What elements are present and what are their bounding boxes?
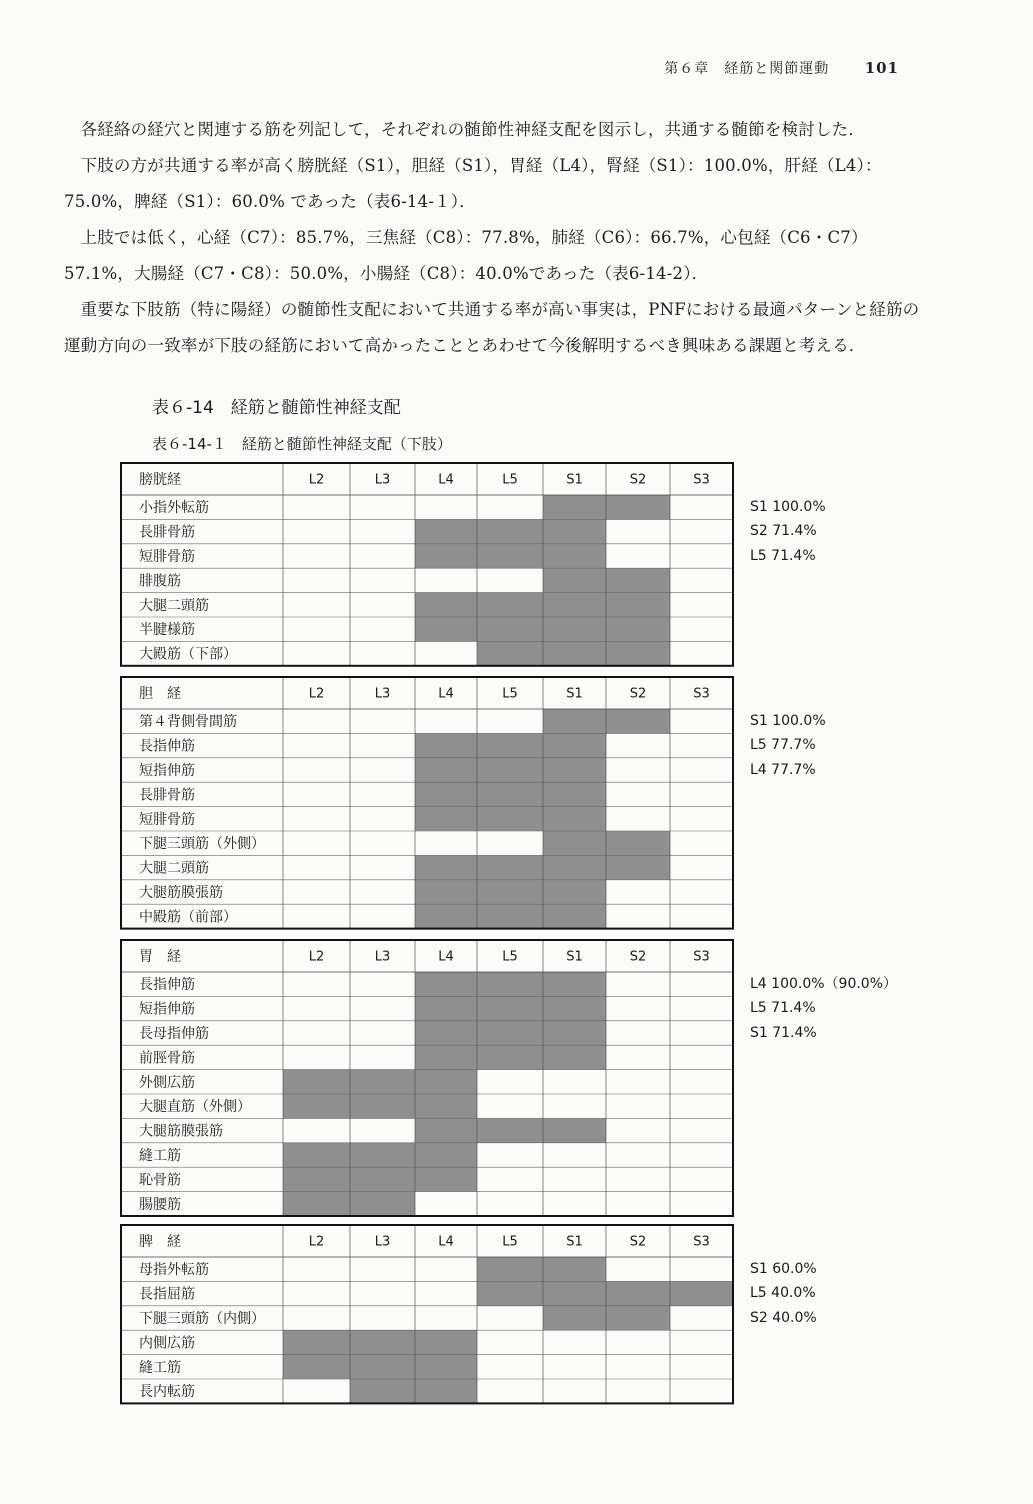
shaded-cell — [543, 709, 606, 733]
shaded-cell — [415, 1021, 477, 1045]
segment-header: L2 — [308, 686, 325, 702]
shaded-cell — [477, 807, 543, 831]
shaded-cell — [543, 880, 606, 904]
segment-header: L2 — [308, 472, 325, 488]
shaded-cell — [477, 904, 543, 928]
shaded-cell — [415, 519, 477, 543]
shaded-cell — [477, 593, 543, 617]
shaded-cell — [543, 1045, 606, 1069]
shaded-cell — [283, 1167, 350, 1191]
muscle-name: 腸腰筋 — [139, 1196, 181, 1213]
shaded-cell — [543, 1257, 606, 1281]
shaded-cell — [543, 782, 606, 806]
shaded-cell — [350, 1379, 415, 1403]
segment-header: S3 — [693, 472, 710, 488]
segment-header: L4 — [438, 1234, 454, 1250]
segment-header: L5 — [502, 949, 518, 965]
shaded-cell — [415, 1118, 477, 1142]
muscle-name: 内側広筋 — [139, 1335, 195, 1352]
segment-header: S1 — [566, 686, 583, 702]
body-paragraph-2: 下肢の方が共通する率が高く膀胱経（S1），胆経（S1），胃経（L4），腎経（S1）：100.0%，肝経（L4）：75.0%，脾経（S1）：60.0% であった（表6-14-１）． — [64, 156, 882, 211]
segment-header: L3 — [374, 1234, 391, 1250]
shaded-cell — [543, 855, 606, 879]
stat-value: S1 100.0% — [750, 713, 826, 729]
shaded-cell — [606, 593, 670, 617]
segment-header: S2 — [629, 1234, 647, 1250]
shaded-cell — [415, 1070, 477, 1094]
subtable-caption: 表６-14-１ 経筋と髄節性神経支配（下肢） — [152, 435, 452, 453]
shaded-cell — [283, 1192, 350, 1216]
segment-header: S2 — [629, 472, 647, 488]
shaded-cell — [350, 1094, 415, 1118]
shaded-cell — [415, 617, 477, 641]
shaded-cell — [543, 519, 606, 543]
shaded-cell — [477, 758, 543, 782]
segment-header: S1 — [566, 1234, 583, 1250]
shaded-cell — [477, 733, 543, 757]
shaded-cell — [606, 1281, 670, 1305]
shaded-cell — [477, 1281, 543, 1305]
muscle-name: 長内転筋 — [139, 1384, 195, 1401]
stat-value: S2 40.0% — [750, 1309, 817, 1326]
segment-header: S3 — [693, 1234, 710, 1250]
shaded-cell — [283, 1094, 350, 1118]
shaded-cell — [415, 1330, 477, 1354]
stat-value: L5 71.4% — [750, 1000, 816, 1017]
stat-value: S1 60.0% — [750, 1261, 817, 1277]
shaded-cell — [477, 641, 543, 665]
muscle-name: 大殿筋（下部） — [139, 646, 237, 663]
meridian-name: 脾 経 — [139, 1234, 181, 1250]
section-stats — [750, 1257, 817, 1330]
muscle-name: 大腿二頭筋 — [139, 860, 209, 877]
muscle-name: 縫工筋 — [139, 1148, 181, 1164]
shaded-cell — [543, 617, 606, 641]
shaded-cell — [543, 568, 606, 592]
muscle-name: 大腿筋膜張筋 — [139, 1123, 223, 1140]
muscle-name: 下腿三頭筋（内側） — [139, 1311, 265, 1327]
segment-header: L2 — [308, 1234, 325, 1250]
shaded-cell — [477, 1118, 543, 1142]
muscle-name: 外側広筋 — [139, 1074, 195, 1091]
shaded-cell — [415, 807, 477, 831]
shaded-cell — [606, 709, 670, 733]
shaded-cell — [477, 996, 543, 1020]
stat-value: L5 71.4% — [750, 547, 816, 564]
shaded-cell — [606, 495, 670, 519]
shaded-cell — [543, 1306, 606, 1330]
muscle-name: 短腓骨筋 — [139, 549, 195, 565]
shaded-cell — [415, 544, 477, 568]
section-stats — [750, 972, 897, 1045]
shaded-cell — [350, 1330, 415, 1354]
shaded-cell — [543, 495, 606, 519]
muscle-name: 大腿二頭筋 — [139, 597, 209, 614]
shaded-cell — [415, 733, 477, 757]
meridian-name: 胃 経 — [139, 949, 181, 965]
table-caption: 表６-14 経筋と髄節性神経支配 — [152, 398, 401, 418]
shaded-cell — [543, 1118, 606, 1142]
segment-header: L3 — [374, 686, 391, 702]
segment-header: L4 — [438, 686, 454, 702]
shaded-cell — [283, 1143, 350, 1167]
shaded-cell — [415, 1143, 477, 1167]
shaded-cell — [543, 758, 606, 782]
muscle-name: 長指伸筋 — [139, 738, 195, 755]
segment-header: S3 — [693, 949, 710, 965]
shaded-cell — [477, 1045, 543, 1069]
muscle-name: 下腿三頭筋（外側） — [139, 836, 265, 853]
shaded-cell — [350, 1070, 415, 1094]
stat-value: L4 100.0%（90.0%） — [750, 976, 898, 992]
shaded-cell — [543, 544, 606, 568]
segment-header: L3 — [374, 472, 391, 488]
shaded-cell — [415, 996, 477, 1020]
shaded-cell — [477, 782, 543, 806]
segment-header: L5 — [502, 472, 518, 488]
stat-value: L5 77.7% — [750, 737, 816, 754]
segment-header: L3 — [374, 949, 391, 965]
section-stats — [750, 709, 826, 782]
shaded-cell — [606, 568, 670, 592]
muscle-name: 大腿直筋（外側） — [139, 1099, 251, 1116]
shaded-cell — [543, 904, 606, 928]
stat-value: S2 71.4% — [750, 523, 817, 540]
muscle-name: 半腱様筋 — [139, 622, 195, 639]
shaded-cell — [415, 1379, 477, 1403]
muscle-name: 長指伸筋 — [139, 977, 195, 994]
stat-value: S1 100.0% — [750, 499, 826, 515]
shaded-cell — [543, 733, 606, 757]
segment-header: L5 — [502, 686, 518, 702]
shaded-cell — [543, 1021, 606, 1045]
shaded-cell — [415, 782, 477, 806]
shaded-cell — [283, 1330, 350, 1354]
shaded-cell — [477, 1021, 543, 1045]
shaded-cell — [543, 831, 606, 855]
meridian-name: 胆 経 — [139, 686, 181, 702]
shaded-cell — [543, 996, 606, 1020]
shaded-cell — [477, 1257, 543, 1281]
shaded-cell — [606, 831, 670, 855]
shaded-cell — [477, 519, 543, 543]
muscle-name: 長腓骨筋 — [139, 524, 195, 541]
muscle-name: 中殿筋（前部） — [139, 909, 237, 926]
body-paragraph-4: 重要な下肢筋（特に陽経）の髄節性支配において共通する率が高い事実は，PNFにおける最適パターンと経筋の運動方向の一致率が下肢の経筋において高かったこととあわせて今後解明するべき興味ある課題と考える． — [64, 300, 920, 355]
muscle-name: 長腓骨筋 — [139, 787, 195, 804]
muscle-name: 短腓骨筋 — [139, 811, 195, 828]
shaded-cell — [415, 880, 477, 904]
stat-value: L4 77.7% — [750, 761, 816, 778]
muscle-name: 短指伸筋 — [139, 1001, 195, 1018]
stat-value: L5 40.0% — [750, 1285, 816, 1302]
shaded-cell — [477, 880, 543, 904]
page-number: 101 — [864, 59, 899, 77]
shaded-cell — [415, 758, 477, 782]
shaded-cell — [350, 1167, 415, 1191]
muscle-name: 長母指伸筋 — [139, 1026, 209, 1042]
segment-header: S3 — [693, 686, 710, 702]
muscle-name: 縫工筋 — [139, 1359, 181, 1376]
shaded-cell — [415, 1355, 477, 1379]
segment-header: S2 — [629, 949, 647, 965]
shaded-cell — [415, 1094, 477, 1118]
muscle-name: 腓腹筋 — [139, 573, 181, 590]
segment-header: S2 — [629, 686, 647, 702]
shaded-cell — [415, 1045, 477, 1069]
segment-header: S1 — [566, 472, 583, 488]
muscle-name: 前脛骨筋 — [139, 1050, 195, 1067]
muscle-name: 母指外転筋 — [139, 1262, 209, 1279]
muscle-name: 長指屈筋 — [139, 1286, 195, 1303]
shaded-cell — [350, 1355, 415, 1379]
shaded-cell — [350, 1143, 415, 1167]
shaded-cell — [415, 1167, 477, 1191]
shaded-cell — [606, 617, 670, 641]
muscle-name: 恥骨筋 — [139, 1172, 181, 1189]
segment-header: L4 — [438, 472, 454, 488]
chapter-title: 第６章 経筋と関節運動 — [664, 61, 830, 77]
shaded-cell — [415, 972, 477, 996]
shaded-cell — [415, 855, 477, 879]
shaded-cell — [283, 1355, 350, 1379]
shaded-cell — [543, 807, 606, 831]
shaded-cell — [543, 972, 606, 996]
muscle-name: 第４背側骨間筋 — [139, 714, 237, 731]
shaded-cell — [543, 641, 606, 665]
segment-header: L4 — [438, 949, 454, 965]
stat-value: S1 71.4% — [750, 1024, 817, 1041]
muscle-name: 短指伸筋 — [139, 763, 195, 779]
section-stats — [750, 495, 826, 568]
meridian-name: 膀胱経 — [139, 472, 181, 488]
shaded-cell — [543, 593, 606, 617]
body-paragraph-1: 各経絡の経穴と関連する筋を列記して，それぞれの髄節性神経支配を図示し，共通する髄節を検討した． — [80, 120, 866, 139]
shaded-cell — [543, 1281, 606, 1305]
shaded-cell — [477, 855, 543, 879]
segment-header: L5 — [502, 1234, 518, 1250]
shaded-cell — [477, 617, 543, 641]
shaded-cell — [606, 641, 670, 665]
shaded-cell — [477, 972, 543, 996]
shaded-cell — [283, 1070, 350, 1094]
shaded-cell — [415, 904, 477, 928]
shaded-cell — [670, 1281, 733, 1305]
segment-header: S1 — [566, 949, 583, 965]
shaded-cell — [350, 1192, 415, 1216]
shaded-cell — [606, 1306, 670, 1330]
shaded-cell — [606, 855, 670, 879]
body-paragraph-3: 上肢では低く，心経（C7）：85.7%，三焦経（C8）：77.8%，肺経（C6）：66.7%，心包経（C6・C7）57.1%，大腸経（C7・C8）：50.0%，小腸経（C8）：40.0%であった（表6-14-2）． — [64, 228, 868, 283]
shaded-cell — [477, 544, 543, 568]
shaded-cell — [415, 593, 477, 617]
muscle-name: 大腿筋膜張筋 — [139, 885, 223, 901]
segment-header: L2 — [308, 949, 325, 965]
muscle-name: 小指外転筋 — [139, 500, 209, 517]
